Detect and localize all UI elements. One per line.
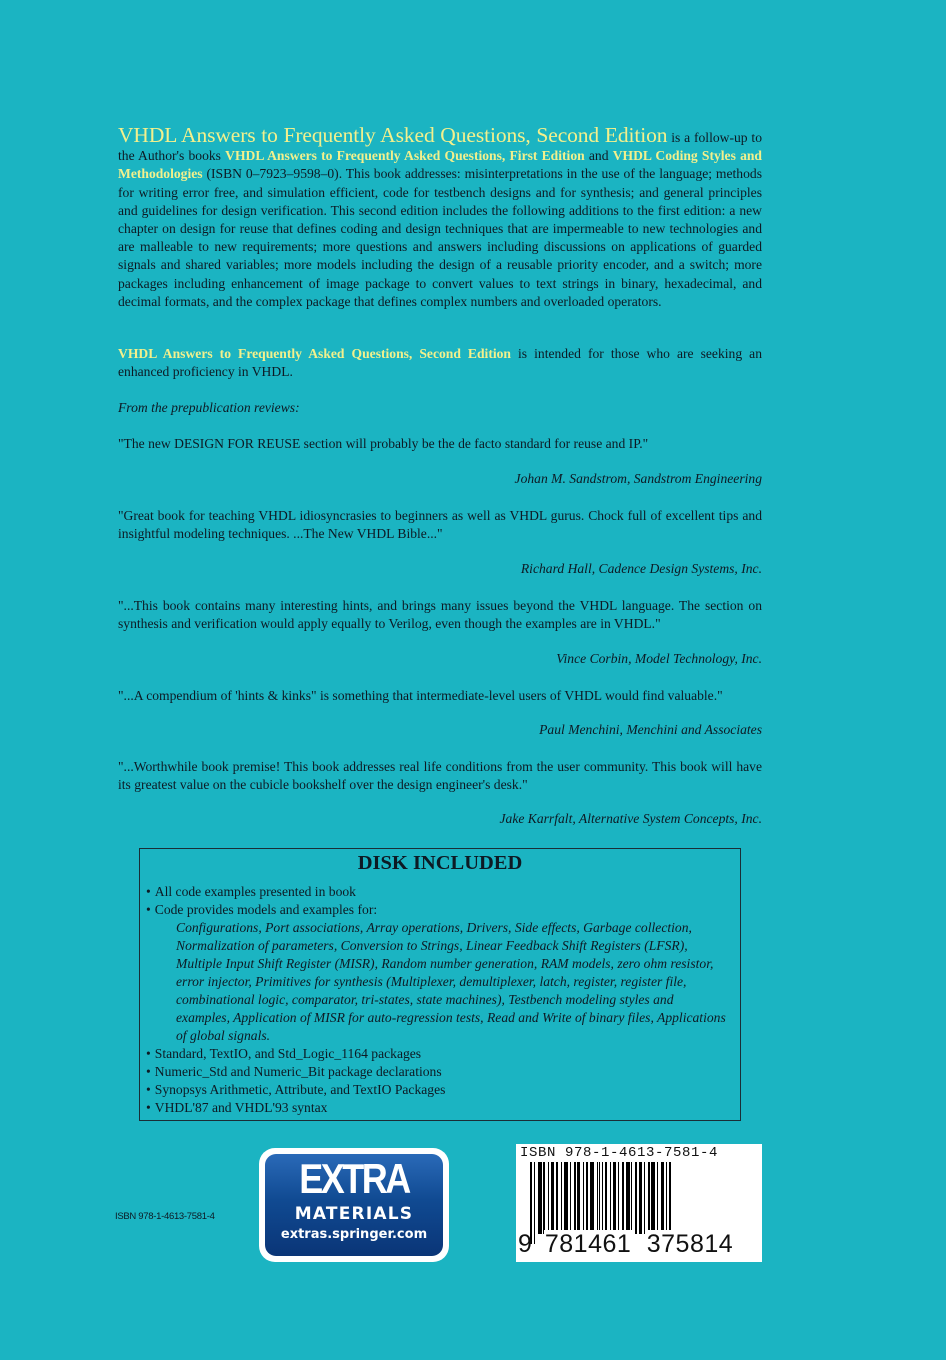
isbn-barcode: [516, 1144, 762, 1262]
reviews-label: From the prepublication reviews:: [118, 400, 300, 415]
barcode-digit-first: 9: [518, 1230, 533, 1258]
review-attribution: Paul Menchini, Menchini and Associates: [539, 722, 762, 737]
disk-item: • Standard, TextIO, and Std_Logic_1164 packages: [146, 1045, 730, 1063]
extra-word: EXTRA: [299, 1154, 409, 1202]
review-quote: "The new DESIGN FOR REUSE section will probably be the de facto standard for reuse and IP.": [118, 436, 649, 451]
intro-paragraph: [118, 123, 762, 311]
review-quote: "...This book contains many interesting hints, and brings many issues beyond the VHDL language. The section on synthesis and verification would apply equally to Verilog, even though the examples are in VHDL.": [118, 598, 762, 632]
intro-text: (ISBN 0–7923–9598–0). This book addresses: misinterpretations in the use of the language; methods for writing error free, and simulation efficient, code for testbench designs and for synthesis; and general principles and guidelines for design verification. This second edition includes the following additions to the first edition: a new chapter on design for reuse that defines coding and design techniques that are impermeable to new technologies and are malleable to new requirements; more questions and answers including discussions on applications of guarded signals and shared variables; more models including the design of a reusable priority encoder, and a switch; more packages including enhancement of image package to convert values to text strings in binary, hexadecimal, and decimal formats, and the complex package that defines complex numbers and overloaded operators.: [118, 166, 762, 309]
disk-item: • VHDL'87 and VHDL'93 syntax: [146, 1099, 730, 1117]
intro-text: is a follow-up to the Author's books: [118, 130, 762, 164]
extra-materials-badge: [259, 1148, 449, 1262]
review-quote: "Great book for teaching VHDL idiosyncrasies to beginners as well as VHDL gurus. Chock full of excellent tips and insightful modeling techniques. ...The New VHDL Bible...": [118, 508, 762, 542]
disk-included-box: [139, 848, 741, 1121]
audience-text: is intended for those who are seeking an enhanced proficiency in VHDL.: [118, 346, 762, 380]
disk-contents-list: [146, 883, 730, 1117]
review-attribution: Vince Corbin, Model Technology, Inc.: [556, 651, 762, 666]
intro-text: and: [584, 148, 613, 164]
barcode-digits: [518, 1230, 734, 1259]
barcode-digits-right: 375814: [646, 1230, 734, 1258]
disk-title: DISK INCLUDED: [357, 852, 523, 874]
extra-materials-logo: [265, 1154, 443, 1256]
barcode-digits-left: 781461: [544, 1230, 632, 1258]
review-attribution: Johan M. Sandstrom, Sandstrom Engineering: [514, 471, 762, 486]
materials-word: MATERIALS: [294, 1204, 414, 1224]
disk-item: • Code provides models and examples for:: [146, 901, 730, 919]
book-title-second-edition: VHDL Answers to Frequently Asked Questions, Second Edition: [118, 123, 668, 147]
extras-url: extras.springer.com: [280, 1227, 428, 1242]
review-attribution: Richard Hall, Cadence Design Systems, Inc.: [520, 561, 762, 576]
isbn-text: ISBN 978-1-4613-7581-4: [115, 1211, 215, 1222]
book-title-coding-styles: VHDL Coding Styles and Methodologies: [118, 148, 762, 182]
review-attribution: Jake Karrfalt, Alternative System Concepts, Inc.: [499, 811, 762, 826]
book-title-first-edition: VHDL Answers to Frequently Asked Questions, First Edition: [225, 148, 585, 164]
disk-item: • Synopsys Arithmetic, Attribute, and TextIO Packages: [146, 1081, 730, 1099]
barcode-isbn-label: ISBN 978-1-4613-7581-4: [520, 1145, 719, 1161]
disk-item: • Numeric_Std and Numeric_Bit package declarations: [146, 1063, 730, 1081]
review-quote: "...Worthwhile book premise! This book addresses real life conditions from the user community. This book will have its greatest value on the cubicle bookshelf over the design engineer's desk.": [118, 759, 762, 793]
book-title-second-edition: VHDL Answers to Frequently Asked Questions, Second Edition: [118, 346, 511, 361]
disk-example-topics: Configurations, Port associations, Array operations, Drivers, Side effects, Garbage collection, Normalization of parameters, Conversion to Strings, Linear Feedback Shift Registers (LFSR), Multiple Input Shift Register (MISR), Random number generation, RAM models, zero ohm resistor, error injector, Primitives for synthesis (Multiplexer, demultiplexer, latch, register, register file, combinational logic, comparator, tri-states, state machines), Testbench modeling styles and examples, Application of MISR for auto-regression tests, Read and Write of binary files, Applications of global signals.: [176, 920, 726, 1043]
audience-paragraph: [118, 345, 762, 381]
review-quote: "...A compendium of 'hints & kinks" is something that intermediate-level users of VHDL would find valuable.": [118, 688, 723, 703]
disk-item: • All code examples presented in book: [146, 883, 730, 901]
